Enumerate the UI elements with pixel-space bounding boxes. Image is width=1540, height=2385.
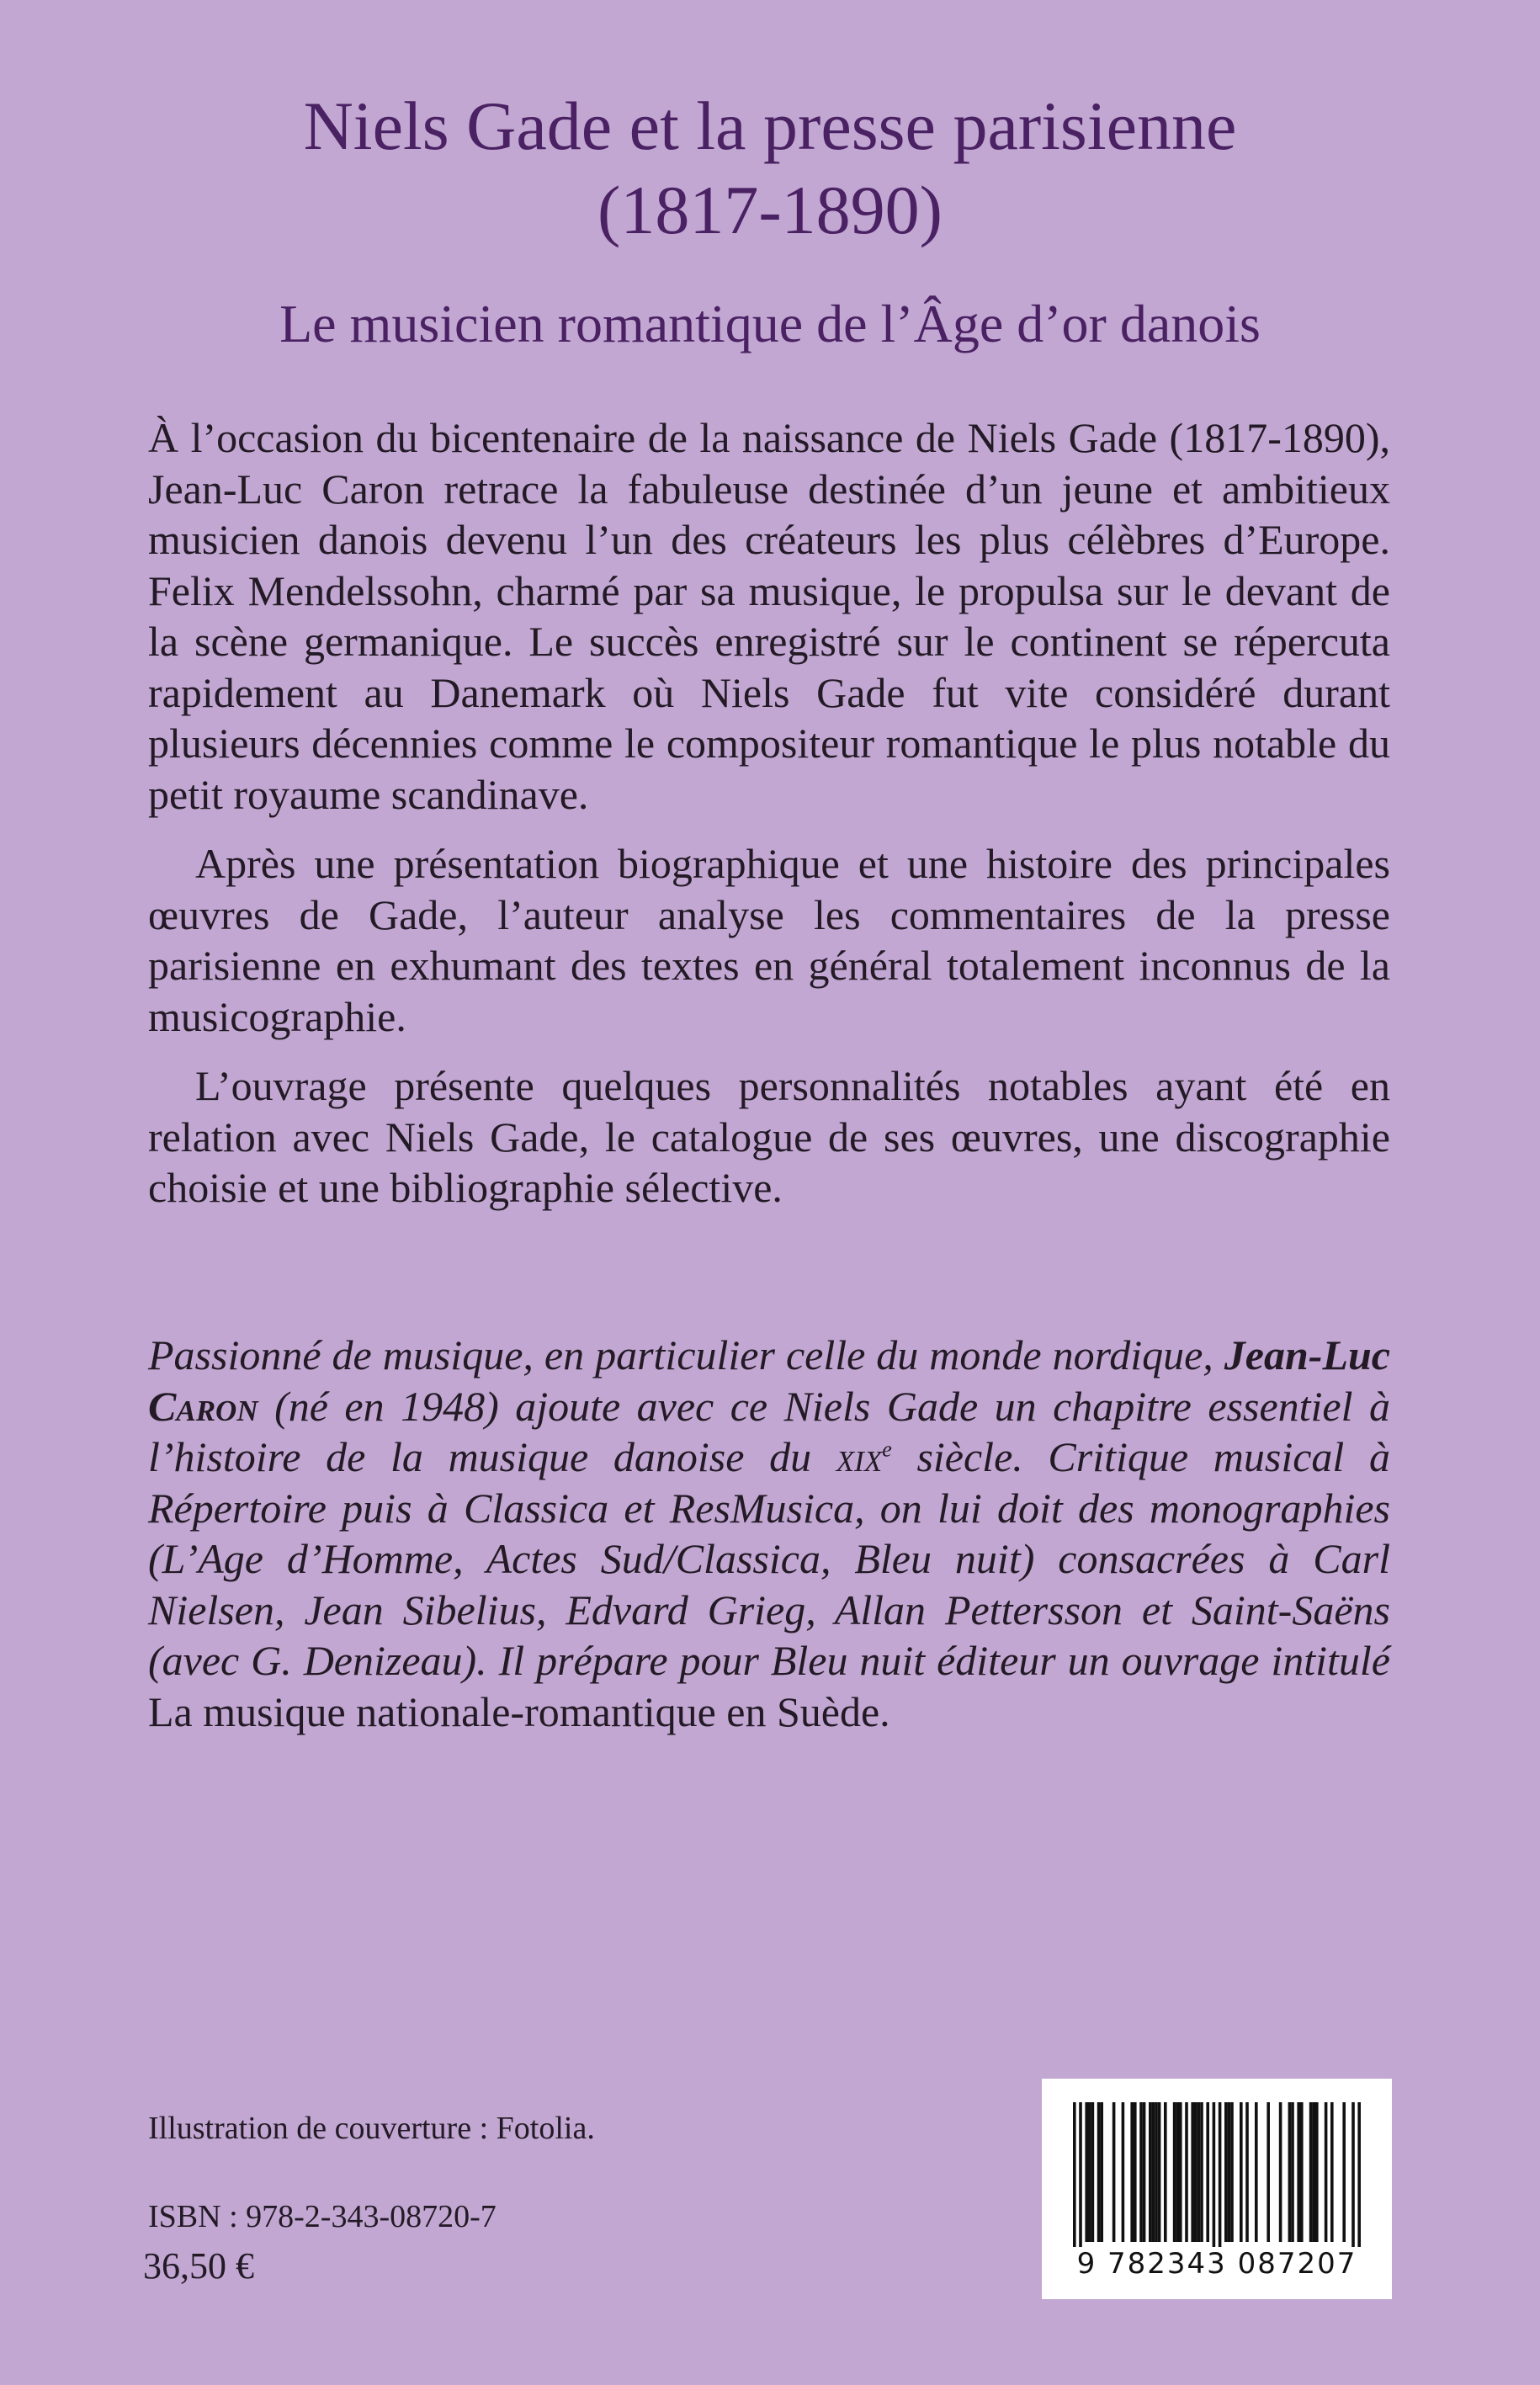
- barcode-guard-bar: [1357, 2102, 1361, 2247]
- barcode-bar: [1139, 2102, 1143, 2242]
- book-subtitle: Le musicien romantique de l’Âge d’or danois: [279, 294, 1261, 353]
- barcode-guard-bar: [1351, 2102, 1355, 2247]
- author-bio-part1: (né en 1948) ajoute avec ce Niels Gade un chapitre essentiel à l’histoire de la musique danoise du: [148, 1382, 1390, 1480]
- barcode-bar: [1288, 2102, 1292, 2242]
- barcode-bar: [1300, 2102, 1304, 2242]
- barcode-bar: [1206, 2102, 1209, 2242]
- barcode-guard-bar: [1213, 2102, 1216, 2247]
- barcode-bar: [1164, 2102, 1167, 2242]
- barcode-bar: [1240, 2102, 1243, 2242]
- barcode-bar: [1100, 2102, 1103, 2242]
- blurb-paragraph-2: Après une présentation biographique et une histoire des principales œuvres de Gade, l’auteur analyse les commentaires de la presse parisienne en exhumant des textes en général totalement inconnus de la musicographie.: [148, 840, 1390, 1040]
- barcode-bar: [1155, 2102, 1158, 2242]
- barcode-bar: [1291, 2102, 1294, 2242]
- barcode: [1042, 2079, 1392, 2299]
- barcode-bar: [1228, 2102, 1231, 2242]
- barcode-digits: 9 782343 087207: [1076, 2247, 1357, 2281]
- barcode-bar: [1113, 2102, 1116, 2242]
- blurb-paragraph-3: L’ouvrage présente quelques personnalités notables ayant été en relation avec Niels Gade, le catalogue de ses œuvres, une discographie choisie et une bibliographie sélective.: [148, 1062, 1390, 1211]
- price: 36,50 €: [143, 2245, 254, 2287]
- barcode-bar: [1245, 2102, 1249, 2242]
- barcode-bar: [1255, 2102, 1258, 2242]
- author-bio-upcoming-title: La musique nationale-romantique en Suède.: [148, 1687, 890, 1735]
- author-bio-intro: Passionné de musique, en particulier celle du monde nordique,: [148, 1331, 1224, 1378]
- author-bio: [148, 1330, 1390, 1737]
- author-bio-century-sup: e: [882, 1437, 892, 1462]
- barcode-guard-bar: [1079, 2102, 1082, 2247]
- barcode-bar: [1097, 2102, 1101, 2242]
- barcode-bar: [1309, 2102, 1313, 2242]
- barcode-bar: [1191, 2102, 1194, 2242]
- barcode-bar: [1143, 2102, 1146, 2242]
- barcode-bar: [1230, 2102, 1234, 2242]
- barcode-bar: [1194, 2102, 1197, 2242]
- isbn: ISBN : 978-2-343-08720-7: [148, 2199, 497, 2234]
- barcode-bar: [1091, 2102, 1095, 2242]
- author-first-name: Jean-Luc: [1224, 1331, 1390, 1378]
- barcode-bar: [1152, 2102, 1155, 2242]
- barcode-bar: [1130, 2102, 1134, 2242]
- barcode-bar: [1179, 2102, 1182, 2242]
- blurb-paragraph-1: À l’occasion du bicentenaire de la naissance de Niels Gade (1817-1890), Jean-Luc Caron retrace la fabuleuse destinée d’un jeune et ambitieux musicien danois devenu l’un des créateurs les plus célèbres d’Europe. Felix Mendelssohn, charmé par sa musique, le propulsa sur le devant de la scène germanique. Le succès enregistré sur le continent se répercuta rapidement au Danemark où Niels Gade fut vite considéré durant plusieurs décennies comme le compositeur romantique le plus notable du petit royaume scandinave.: [148, 414, 1390, 818]
- barcode-guard-bar: [1073, 2102, 1076, 2247]
- barcode-bar: [1325, 2102, 1328, 2242]
- barcode-bars: [1042, 2079, 1392, 2247]
- barcode-bar: [1158, 2102, 1161, 2242]
- blurb: [148, 412, 1390, 1232]
- barcode-bar: [1342, 2102, 1346, 2242]
- barcode-bar: [1134, 2102, 1137, 2242]
- barcode-bar: [1149, 2102, 1152, 2242]
- barcode-bar: [1176, 2102, 1179, 2242]
- author-bio-century: xix: [836, 1433, 883, 1480]
- author-bio-part2: siècle. Critique musical à Répertoire puis à Classica et ResMusica, on lui doit des monographies (L’Age d’Homme, Actes Sud/Classica, Bleu nuit) consacrées à Carl Nielsen, Jean Sibelius, Edvard Grieg, Allan Pettersson et Saint-Saëns (avec G. Denizeau). Il prépare pour Bleu nuit éditeur un ouvrage intitulé: [148, 1433, 1390, 1684]
- illustration-credit: Illustration de couverture : Fotolia.: [148, 2111, 595, 2146]
- barcode-bar: [1315, 2102, 1319, 2242]
- barcode-bar: [1330, 2102, 1334, 2242]
- barcode-bar: [1173, 2102, 1176, 2242]
- book-title-line2: (1817-1890): [597, 172, 943, 248]
- barcode-bar: [1297, 2102, 1300, 2242]
- author-last-name: Caron: [148, 1382, 258, 1430]
- barcode-bar: [1200, 2102, 1203, 2242]
- book-title-line1: Niels Gade et la presse parisienne: [303, 88, 1237, 164]
- barcode-bar: [1197, 2102, 1201, 2242]
- barcode-bar: [1279, 2102, 1282, 2242]
- book-title: [0, 84, 1540, 252]
- barcode-bar: [1224, 2102, 1228, 2242]
- barcode-bar: [1267, 2102, 1270, 2242]
- barcode-bar: [1088, 2102, 1091, 2242]
- barcode-bar: [1312, 2102, 1315, 2242]
- barcode-bar: [1122, 2102, 1125, 2242]
- barcode-bar: [1185, 2102, 1188, 2242]
- barcode-bar: [1085, 2102, 1088, 2242]
- barcode-guard-bar: [1219, 2102, 1222, 2247]
